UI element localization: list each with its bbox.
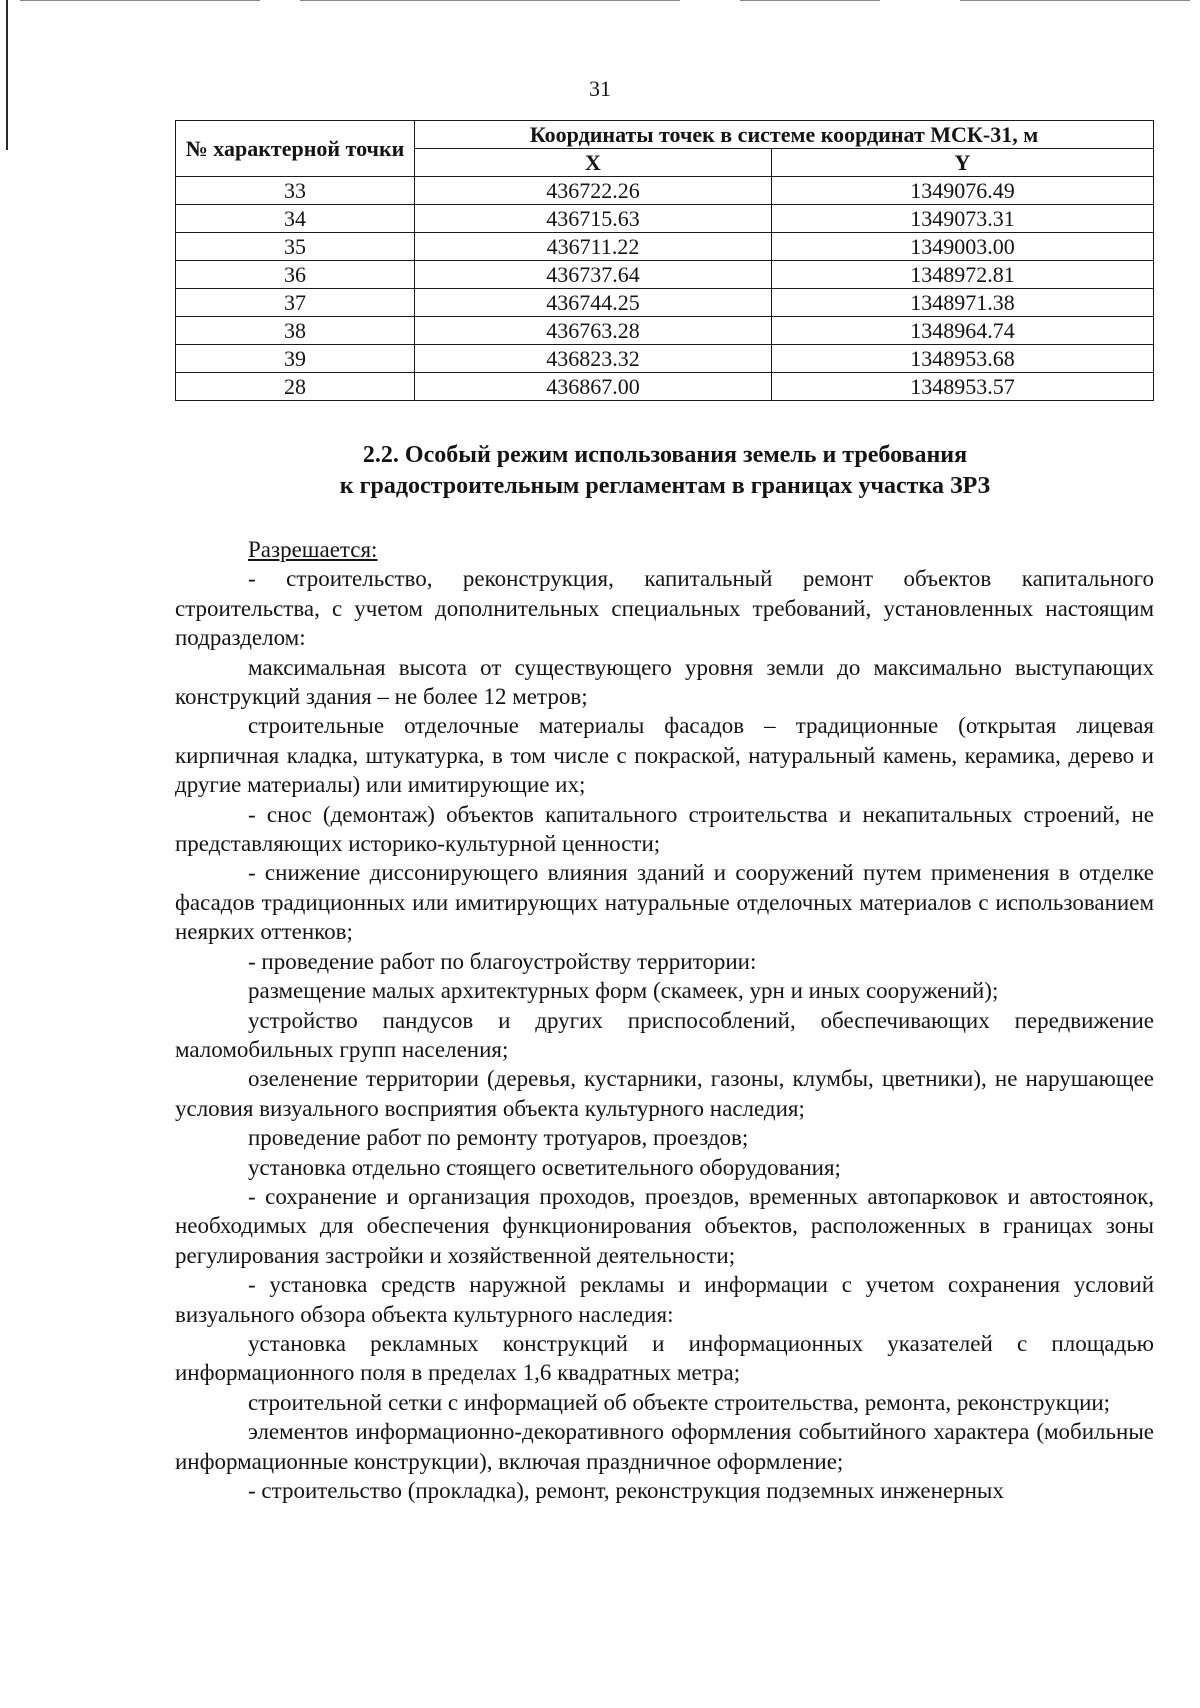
paragraph: - строительство (прокладка), ремонт, реконструкция подземных инженерных bbox=[248, 1478, 1004, 1503]
section-title bbox=[0, 440, 1200, 502]
y-coordinate-cell: 1348953.57 bbox=[772, 373, 1154, 401]
header-y: Y bbox=[772, 149, 1154, 177]
paragraph: - снижение диссонирующего влияния зданий и сооружений путем применения в отделке фасадов традиционных или имитирующих натуральные отделочных материалов с использованием неярких оттенков; bbox=[175, 860, 1154, 945]
y-coordinate-cell: 1349073.31 bbox=[772, 205, 1154, 233]
point-number-cell: 33 bbox=[176, 177, 415, 205]
point-number-cell: 34 bbox=[176, 205, 415, 233]
x-coordinate-cell: 436744.25 bbox=[415, 289, 772, 317]
scan-edge-top bbox=[300, 0, 680, 1]
allowed-heading: Разрешается: bbox=[248, 537, 378, 562]
x-coordinate-cell: 436823.32 bbox=[415, 345, 772, 373]
y-coordinate-cell: 1349003.00 bbox=[772, 233, 1154, 261]
point-number-cell: 39 bbox=[176, 345, 415, 373]
paragraph: - проведение работ по благоустройству территории: bbox=[248, 948, 757, 974]
paragraph: установка отдельно стоящего осветительного оборудования; bbox=[248, 1154, 841, 1180]
paragraph: проведение работ по ремонту тротуаров, проездов; bbox=[248, 1125, 749, 1151]
paragraph: строительные отделочные материалы фасадов – традиционные (открытая лицевая кирпичная кладка, штукатурка, в том числе с покраской, натуральный камень, керамика, дерево и другие материалы) или имитирующие их; bbox=[175, 713, 1154, 798]
header-point-number: № характерной точки bbox=[176, 121, 415, 177]
scan-edge-top bbox=[960, 0, 1190, 1]
paragraph: - сохранение и организация проходов, проездов, временных автопарковок и автостоянок, необходимых для обеспечения функционирования объектов, расположенных в границах зоны регулирования застройки и хозяйственной деятельности; bbox=[175, 1183, 1154, 1268]
header-coordinates: Координаты точек в системе координат МСК-31, м bbox=[415, 121, 1154, 149]
coordinates-table-body bbox=[176, 177, 1154, 401]
table-row bbox=[176, 289, 1154, 317]
y-coordinate-cell: 1348953.68 bbox=[772, 345, 1154, 373]
paragraph: озеленение территории (деревья, кустарники, газоны, клумбы, цветники), не нарушающее условия визуального восприятия объекта культурного наследия; bbox=[175, 1066, 1154, 1121]
scan-edge-top bbox=[20, 0, 260, 1]
paragraph: максимальная высота от существующего уровня земли до максимально выступающих конструкций здания – не более 12 метров; bbox=[175, 654, 1154, 710]
x-coordinate-cell: 436711.22 bbox=[415, 233, 772, 261]
x-coordinate-cell: 436763.28 bbox=[415, 317, 772, 345]
header-x: X bbox=[415, 149, 772, 177]
point-number-cell: 35 bbox=[176, 233, 415, 261]
paragraph: элементов информационно-декоративного оформления событийного характера (мобильные информационные конструкции), включая праздничное оформление; bbox=[175, 1419, 1154, 1474]
scan-edge-left bbox=[6, 0, 8, 150]
point-number-cell: 38 bbox=[176, 317, 415, 345]
x-coordinate-cell: 436867.00 bbox=[415, 373, 772, 401]
table-row bbox=[176, 261, 1154, 289]
table-row bbox=[176, 345, 1154, 373]
y-coordinate-cell: 1348971.38 bbox=[772, 289, 1154, 317]
table-row bbox=[176, 205, 1154, 233]
paragraph: - установка средств наружной рекламы и информации с учетом сохранения условий визуального обзора объекта культурного наследия: bbox=[175, 1272, 1154, 1327]
x-coordinate-cell: 436737.64 bbox=[415, 261, 772, 289]
section-title-line-2: к градостроительным регламентам в границах участка ЗРЗ bbox=[339, 473, 991, 499]
paragraph: установка рекламных конструкций и информационных указателей с площадью информационного поля в пределах 1,6 квадратных метра; bbox=[175, 1330, 1154, 1386]
y-coordinate-cell: 1349076.49 bbox=[772, 177, 1154, 205]
scan-edge-top bbox=[740, 0, 880, 1]
paragraph: - снос (демонтаж) объектов капитального строительства и некапитальных строений, не представляющих историко-культурной ценности; bbox=[175, 801, 1154, 857]
table-row bbox=[176, 177, 1154, 205]
table-row bbox=[176, 317, 1154, 345]
x-coordinate-cell: 436715.63 bbox=[415, 205, 772, 233]
coordinates-table bbox=[175, 120, 1154, 401]
paragraph: - строительство, реконструкция, капитальный ремонт объектов капитального строительства, с учетом дополнительных специальных требований, установленных настоящим подразделом: bbox=[175, 566, 1154, 651]
body-text bbox=[175, 535, 1154, 1505]
paragraph-list bbox=[175, 564, 1154, 1505]
point-number-cell: 28 bbox=[176, 373, 415, 401]
paragraph: размещение малых архитектурных форм (скамеек, урн и иных сооружений); bbox=[248, 978, 999, 1004]
paragraph: устройство пандусов и других приспособлений, обеспечивающих передвижение маломобильных групп населения; bbox=[175, 1007, 1154, 1062]
y-coordinate-cell: 1348964.74 bbox=[772, 317, 1154, 345]
point-number-cell: 36 bbox=[176, 261, 415, 289]
page-number: 31 bbox=[589, 76, 611, 101]
y-coordinate-cell: 1348972.81 bbox=[772, 261, 1154, 289]
point-number-cell: 37 bbox=[176, 289, 415, 317]
table-row bbox=[176, 373, 1154, 401]
section-title-line-1: 2.2. Особый режим использования земель и требования bbox=[362, 442, 968, 468]
table-row bbox=[176, 233, 1154, 261]
paragraph: строительной сетки с информацией об объекте строительства, ремонта, реконструкции; bbox=[248, 1389, 1111, 1415]
x-coordinate-cell: 436722.26 bbox=[415, 177, 772, 205]
